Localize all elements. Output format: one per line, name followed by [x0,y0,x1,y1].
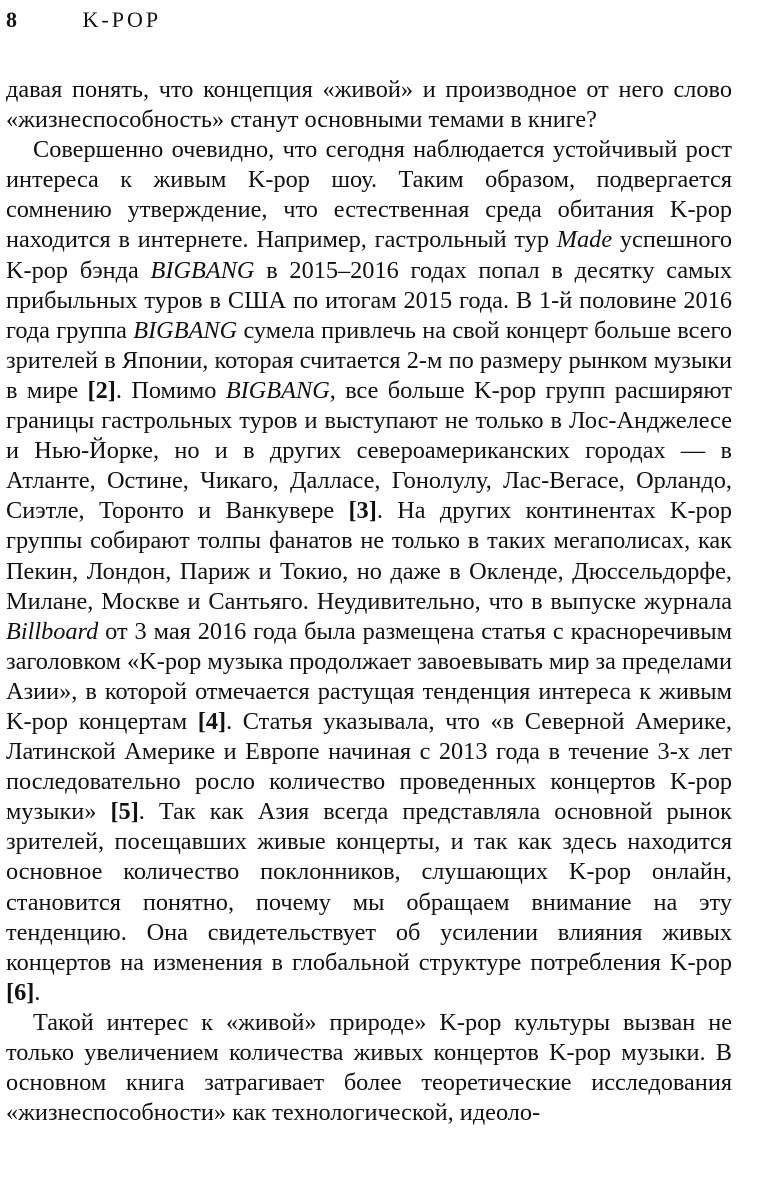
italic-title: BIGBANG [150,256,255,284]
text-run: . [34,978,41,1006]
text-run: . На других континентах K-pop группы собирают толпы фанатов не только в таких мегаполисах, как Пекин, Лондон, Париж и Токио, но даже в Окленде, Дюссельдорфе, Милане, Москве и Сантьяго. Неудивительно, что в выпуске журнала [6,497,732,615]
italic-title: BIGBANG [225,376,330,404]
text-run: . Статья указывала, что «в Северной Америке, Латинской Америке и Европе начиная с 2013 года в течение 3-х лет последовательно росло количество проведенных концертов K-pop музыки» [6,707,732,826]
text-run: . Помимо [115,376,226,404]
italic-title: BIGBANG [133,316,238,344]
paragraph [6,75,732,135]
running-title: K-POP [82,7,162,32]
text-run: давая понять, что концепция «живой» и производное от него слово «жизнеспособность» станут основными темами в книге? [6,76,732,134]
citation-ref: [4] [197,707,227,735]
text-run: . Так как Азия всегда представляла основной рынок зрителей, посещавших живые концерты, и так как здесь находится основное количество поклонников, слушающих K-pop онлайн, становится понятно, почему мы обращаем внимание на эту тенденцию. Она свидетельствует об усилении влияния живых концертов на изменения в глобальной структуре потребления K-pop [6,798,732,976]
text-run: , все больше K-pop групп расширяют границы гастрольных туров и выступают не только в Лос-Анджелесе и Нью-Йорке, но и в других североамериканских городах — в Атланте, Остине, Чикаго, Далласе, Гонолулу, Лас-Вегасе, Орландо, Сиэтле, Торонто и Ванкувере [6,376,732,525]
text-run: в 2015–2016 годах попал в десятку самых прибыльных туров в США по итогам 2015 года. В 1-й половине 2016 года группа [6,256,732,344]
text-run: успешного K-pop бэнда [6,226,732,284]
citation-ref: [5] [110,798,139,826]
text-run: Такой интерес к «живой» природе» K-pop культуры вызван не только увеличением количества живых концертов K-pop музыки. В основном книга затрагивает более теоретические исследования «жизнеспособности» как технологической, идеоло- [6,1008,732,1127]
paragraph [6,135,732,1008]
text-run: Совершенно очевидно, что сегодня наблюдается устойчивый рост интереса к живым K-pop шоу. Таким образом, подвергается сомнению утверждение, что естественная среда обитания K-pop находится в интернете. Например, гастрольный тур [6,136,732,254]
text-run: сумела привлечь на свой концерт больше всего зрителей в Японии, которая считается 2-м по размеру рынком музыки в мире [6,316,732,404]
page-number: 8 [6,7,17,32]
citation-ref: [3] [348,497,377,525]
italic-title: Made [556,226,613,254]
body-text [6,75,732,1128]
citation-ref: [6] [6,978,35,1006]
citation-ref: [2] [87,376,116,404]
italic-title: Billboard [6,617,99,645]
paragraph [6,1008,732,1128]
page-header [6,6,734,34]
text-run: от 3 мая 2016 года была размещена статья с красноречивым заголовком «K-pop музыка продолжает завоевывать мир за пределами Азии», в которой отмечается растущая тенденция интереса к живым K-pop концертам [6,617,732,735]
